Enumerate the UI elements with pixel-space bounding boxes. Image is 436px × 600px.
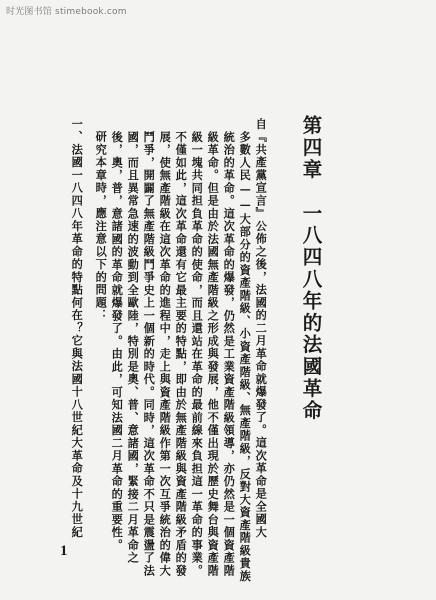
text-line-7: 展，使無產階級在這次革命的進程中，走上與資產階級作第一次互爭統治的偉大: [158, 131, 173, 578]
chapter-title: 第四章 一八四八年的法國革命: [299, 115, 323, 422]
site-watermark: 时光图书馆 stimebook.com: [6, 7, 127, 17]
text-line-2: 多數人民——大部分的資產階級、小資產階級、無產階級，反對大資產階級貴族: [238, 131, 253, 583]
text-line-10: 後，奧，普，意諸國的革命就爆發了。由此，可知法國二月革命的重要性。: [110, 131, 125, 552]
text-line-3: 統治的革命。這次革命的爆發，仍然是工業資產階級領導，亦仍然是一個資產階: [222, 131, 237, 578]
text-line-1: 自『共產黨宣言』公佈之後，法國的二月革命就爆發了。這次革命是全國大: [254, 118, 269, 539]
text-line-5: 級一塊共同担負革命的使命，而且還站在革命的最前線來負担這一革命的事業。: [190, 131, 205, 578]
text-line-11: 研究本章時，應注意以下的問題：: [94, 118, 109, 322]
text-line-9: 國，而且異常急速的波動到全歐陸，特別是奧、普、意諸國，緊接二月革命之: [126, 131, 141, 565]
page-number: 1: [60, 543, 68, 559]
text-line-8: 鬥爭，開闢了無產階級鬥爭史上一個新的時代。同時，這次革命不只是震盪了法: [142, 131, 157, 578]
text-line-6: 不僅如此，這次革命還有它最主要的特點，即由於無產階級與資產階級矛盾的發: [174, 131, 189, 578]
text-line-12: 一、法國一八四八年革命的特點何在？它與法國十八世紀大革命及十九世紀: [70, 118, 85, 539]
text-line-4: 級革命。但是由於法國無產階級之形成與發展，他不僅出現於歷史舞台與資產階: [206, 131, 221, 578]
